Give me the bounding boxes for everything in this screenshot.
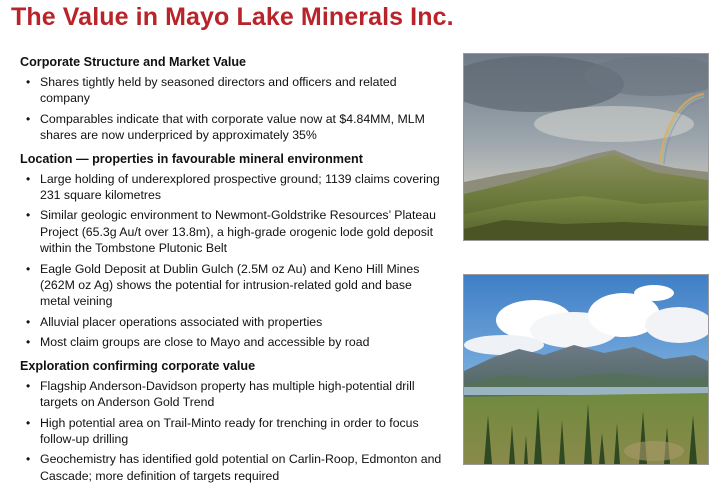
bullet-item: • Large holding of underexplored prospective ground; 1139 claims covering 231 square kilometres [20, 171, 445, 204]
photo-rainbow-hillside [463, 53, 709, 241]
slide-title: The Value in Mayo Lake Minerals Inc. [11, 3, 454, 31]
bullet-list [20, 378, 445, 484]
photo-lake-valley [463, 274, 709, 465]
bullet-item: • Comparables indicate that with corporate value now at $4.84MM, MLM shares are now underpriced by approximately 35% [20, 111, 445, 144]
bullet-item: • High potential area on Trail-Minto ready for trenching in order to focus follow-up drilling [20, 415, 445, 448]
bullet-list [20, 74, 445, 144]
section-exploration [20, 358, 445, 484]
section-heading: Exploration confirming corporate value [20, 358, 256, 373]
rainbow-hillside-image [464, 54, 708, 240]
bullet-item: • Eagle Gold Deposit at Dublin Gulch (2.5M oz Au) and Keno Hill Mines (262M oz Ag) shows the potential for intrusion-related gold and base metal veining [20, 261, 445, 310]
bullet-list [20, 171, 445, 351]
bullet-item: • Geochemistry has identified gold potential on Carlin-Roop, Edmonton and Cascade; more definition of targets required [20, 451, 445, 484]
bullet-item: • Most claim groups are close to Mayo and accessible by road [20, 334, 445, 350]
text-content [20, 54, 445, 491]
section-heading: Corporate Structure and Market Value [20, 55, 247, 69]
bullet-item: • Shares tightly held by seasoned directors and officers and related company [20, 74, 445, 107]
bullet-item: • Similar geologic environment to Newmont-Goldstrike Resources’ Plateau Project (65.3g Au/t over 13.8m), a high-grade orogenic lode gold deposit within the Tombstone Plutonic Belt [20, 207, 445, 256]
section-heading: Location — properties in favourable mineral environment [20, 151, 363, 166]
section-corporate-structure [20, 54, 445, 144]
lake-valley-image [464, 275, 708, 464]
section-location [20, 151, 445, 351]
bullet-item: • Alluvial placer operations associated with properties [20, 314, 445, 330]
bullet-item: • Flagship Anderson-Davidson property has multiple high-potential drill targets on Anderson Gold Trend [20, 378, 445, 411]
